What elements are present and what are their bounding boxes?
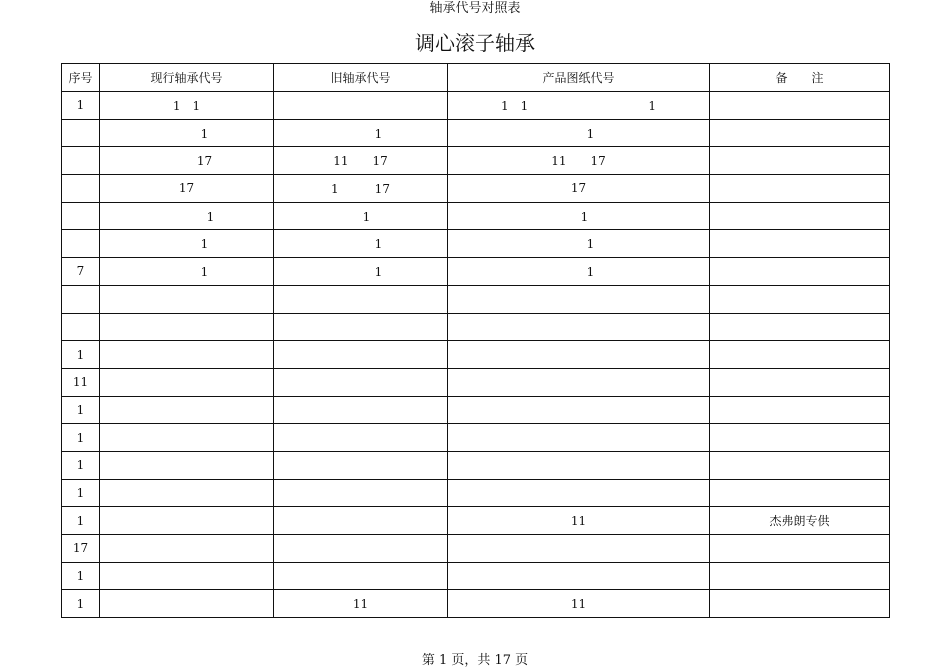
cell-seq: 1	[62, 507, 100, 535]
cell-drawing-code: 1	[448, 230, 710, 258]
cell-seq: 1	[62, 92, 100, 120]
cell-drawing-code	[448, 341, 710, 369]
cell-remarks	[710, 424, 890, 452]
col-header-drawing-code: 产品图纸代号	[448, 64, 710, 92]
table-row	[62, 147, 890, 175]
cell-current-code: 17	[100, 175, 274, 203]
cell-remarks	[710, 92, 890, 120]
cell-seq	[62, 147, 100, 175]
cell-old-code	[274, 424, 448, 452]
table-row	[62, 479, 890, 507]
cell-remarks	[710, 535, 890, 563]
cell-old-code: 1 17	[274, 175, 448, 203]
cell-current-code: 17	[100, 147, 274, 175]
cell-current-code	[100, 424, 274, 452]
bearing-code-table	[61, 63, 890, 618]
cell-current-code: 1	[100, 119, 274, 147]
cell-current-code	[100, 396, 274, 424]
cell-current-code	[100, 451, 274, 479]
cell-old-code	[274, 313, 448, 341]
cell-current-code	[100, 562, 274, 590]
cell-old-code	[274, 451, 448, 479]
cell-old-code	[274, 368, 448, 396]
cell-seq	[62, 119, 100, 147]
cell-old-code: 1	[274, 202, 448, 230]
cell-drawing-code	[448, 424, 710, 452]
cell-drawing-code: 1	[448, 202, 710, 230]
cell-current-code	[100, 535, 274, 563]
cell-drawing-code	[448, 285, 710, 313]
cell-current-code	[100, 507, 274, 535]
table-row	[62, 92, 890, 120]
cell-seq: 1	[62, 396, 100, 424]
cell-current-code: 1	[100, 202, 274, 230]
cell-remarks	[710, 341, 890, 369]
cell-seq: 11	[62, 368, 100, 396]
cell-drawing-code	[448, 479, 710, 507]
page-header: 轴承代号对照表	[429, 1, 521, 16]
cell-seq	[62, 202, 100, 230]
table-title: 调心滚子轴承	[415, 31, 535, 55]
table-row	[62, 285, 890, 313]
cell-old-code: 1	[274, 119, 448, 147]
cell-drawing-code: 11	[448, 590, 710, 618]
cell-old-code: 11 17	[274, 147, 448, 175]
cell-seq: 1	[62, 590, 100, 618]
cell-current-code	[100, 590, 274, 618]
cell-drawing-code	[448, 451, 710, 479]
col-header-seq: 序号	[62, 64, 100, 92]
cell-drawing-code: 11 17	[448, 147, 710, 175]
cell-seq: 17	[62, 535, 100, 563]
table-row	[62, 424, 890, 452]
cell-old-code	[274, 507, 448, 535]
cell-drawing-code	[448, 396, 710, 424]
cell-remarks	[710, 202, 890, 230]
col-header-old-code: 旧轴承代号	[274, 64, 448, 92]
table-row	[62, 341, 890, 369]
cell-remarks	[710, 119, 890, 147]
cell-remarks	[710, 175, 890, 203]
cell-drawing-code	[448, 368, 710, 396]
cell-drawing-code: 17	[448, 175, 710, 203]
cell-remarks	[710, 258, 890, 286]
cell-old-code: 1	[274, 230, 448, 258]
cell-remarks	[710, 562, 890, 590]
table-row	[62, 535, 890, 563]
cell-current-code	[100, 341, 274, 369]
cell-old-code	[274, 535, 448, 563]
cell-seq: 1	[62, 451, 100, 479]
table-row	[62, 230, 890, 258]
cell-drawing-code: 1	[448, 119, 710, 147]
cell-old-code	[274, 396, 448, 424]
cell-remarks	[710, 590, 890, 618]
cell-old-code: 11	[274, 590, 448, 618]
cell-seq	[62, 285, 100, 313]
cell-drawing-code: 1 1 1	[448, 92, 710, 120]
table-row	[62, 562, 890, 590]
cell-drawing-code: 11	[448, 507, 710, 535]
cell-remarks	[710, 230, 890, 258]
cell-old-code: 1	[274, 258, 448, 286]
table-row	[62, 590, 890, 618]
table-header-row	[62, 64, 890, 92]
cell-current-code: 1	[100, 230, 274, 258]
cell-remarks	[710, 313, 890, 341]
cell-current-code: 1	[100, 258, 274, 286]
cell-drawing-code	[448, 313, 710, 341]
cell-seq: 1	[62, 341, 100, 369]
cell-drawing-code: 1	[448, 258, 710, 286]
table-body	[62, 92, 890, 618]
cell-current-code	[100, 313, 274, 341]
cell-seq: 7	[62, 258, 100, 286]
table-row	[62, 368, 890, 396]
table-row	[62, 507, 890, 535]
col-header-current-code: 现行轴承代号	[100, 64, 274, 92]
cell-remarks	[710, 479, 890, 507]
cell-remarks	[710, 285, 890, 313]
cell-seq: 1	[62, 424, 100, 452]
table-row	[62, 202, 890, 230]
cell-old-code	[274, 562, 448, 590]
cell-remarks	[710, 147, 890, 175]
table-row	[62, 119, 890, 147]
table-row	[62, 451, 890, 479]
cell-old-code	[274, 479, 448, 507]
cell-seq: 1	[62, 562, 100, 590]
cell-seq	[62, 230, 100, 258]
cell-seq: 1	[62, 479, 100, 507]
cell-old-code	[274, 341, 448, 369]
cell-current-code	[100, 479, 274, 507]
table-row	[62, 313, 890, 341]
cell-old-code	[274, 92, 448, 120]
cell-drawing-code	[448, 535, 710, 563]
table-row	[62, 396, 890, 424]
cell-old-code	[274, 285, 448, 313]
table-row	[62, 175, 890, 203]
cell-remarks	[710, 451, 890, 479]
cell-current-code	[100, 285, 274, 313]
col-header-remarks: 备 注	[710, 64, 890, 92]
cell-drawing-code	[448, 562, 710, 590]
cell-remarks	[710, 396, 890, 424]
page-footer: 第 1 页，共 17 页	[421, 653, 529, 668]
table-row	[62, 258, 890, 286]
cell-remarks	[710, 368, 890, 396]
cell-seq	[62, 175, 100, 203]
cell-seq	[62, 313, 100, 341]
cell-current-code	[100, 368, 274, 396]
cell-remarks: 杰弗朗专供	[710, 507, 890, 535]
cell-current-code: 1 1	[100, 92, 274, 120]
